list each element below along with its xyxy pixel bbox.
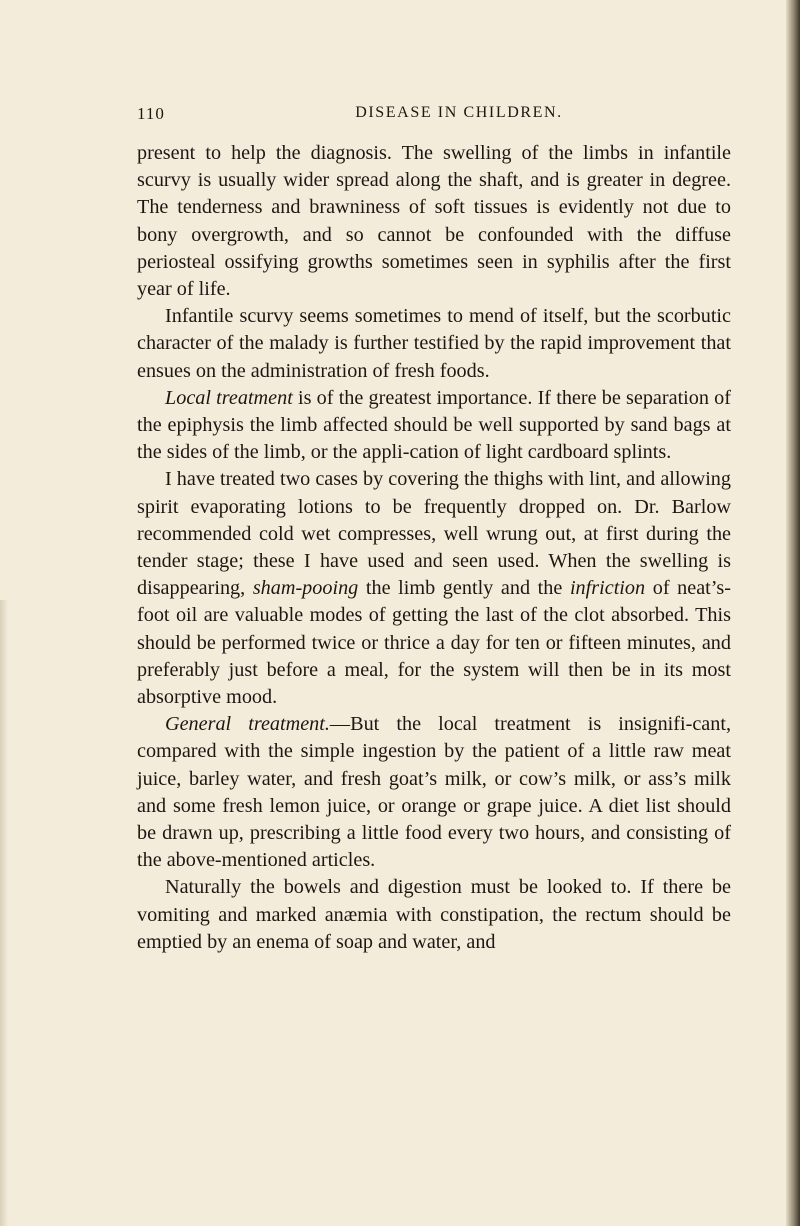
page-edge-shadow [786,0,800,1226]
running-title: DISEASE IN CHILDREN. [355,104,563,121]
body-text [137,140,731,956]
infriction-term: infriction [569,577,646,600]
paragraph-4 [137,466,731,711]
paragraph-3-text: is of the greatest importance. If there be separation of the epiphysis the limb affected should be well supported by sand bags at the sides of the limb, or the appli-cation of light cardboard splints. [137,386,731,464]
gutter-shadow [0,600,8,1226]
paragraph-5 [137,711,731,874]
page-number: 110 [137,104,165,123]
paragraph-6: Naturally the bowels and digestion must be looked to. If there be vomiting and marked anæmia with constipation, the rectum should be emptied by an enema of soap and water, and [137,876,731,953]
paragraph-4-text-a: I have treated two cases by covering the thighs with lint, and allowing spirit evaporating lotions to be frequently dropped on. Dr. Barlow recommended cold wet compresses, well wrung out, at first during the tender stage; these I have used and seen used. When the swelling is disappearing, [137,468,731,600]
general-treatment-heading: General treatment. [165,713,330,736]
paragraph-3 [137,385,731,467]
page-header [137,104,741,130]
paragraph-4-text-c: of neat’s-foot oil are valuable modes of getting the last of the clot absorbed. This should be performed twice or thrice a day for ten or fifteen minutes, and preferably just before a meal, for the system will then be in its most absorptive mood. [137,577,731,709]
local-treatment-heading: Local treatment [165,386,293,409]
paragraph-4-text-b: the limb gently and the [358,577,570,600]
paragraph-1: present to help the diagnosis. The swelling of the limbs in infantile scurvy is usually wider spread along the shaft, and is greater in degree. The tenderness and brawniness of soft tissues is evidently not due to bony overgrowth, and so cannot be confounded with the diffuse periosteal ossifying growths sometimes seen in syphilis after the first year of life. [137,142,731,301]
shampooing-term: sham-pooing [252,577,359,600]
paragraph-5-text: —But the local treatment is insignifi-cant, compared with the simple ingestion by the patient of a little raw meat juice, barley water, and fresh goat’s milk, or cow’s milk, or ass’s milk and some fresh lemon juice, or orange or grape juice. A diet list should be drawn up, prescribing a little food every two hours, and consisting of the above-mentioned articles. [137,713,731,872]
paragraph-2: Infantile scurvy seems sometimes to mend of itself, but the scorbutic character of the malady is further testified by the rapid improvement that ensues on the administration of fresh foods. [137,305,731,382]
